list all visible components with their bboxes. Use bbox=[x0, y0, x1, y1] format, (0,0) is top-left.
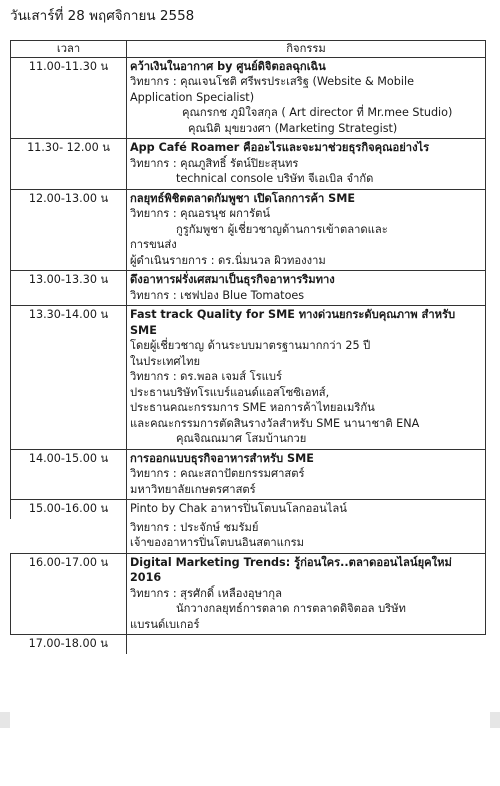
table-row bbox=[11, 500, 486, 519]
speaker-line: แบรนด์เบเกอร์ bbox=[130, 617, 200, 631]
speaker-line: คุณจิณณมาศ โสมบ้านกวย bbox=[176, 432, 307, 445]
schedule-table bbox=[10, 40, 486, 654]
activity-cell bbox=[127, 57, 486, 139]
speaker-line: ประธานบริษัทโรแบร์แอนด์แอสโซซิเอทส์, bbox=[130, 385, 330, 399]
time-column-header: เวลา bbox=[11, 41, 127, 58]
session-title: Digital Marketing Trends: รู้ก่อนใคร..ตลาดออนไลน์ยุคใหม่ bbox=[130, 555, 452, 569]
speaker-line: การขนส่ง bbox=[130, 238, 177, 251]
activity-cell bbox=[127, 449, 486, 500]
time-cell: 12.00-13.00 น bbox=[11, 189, 127, 271]
speaker-line: คุณกรกช ภูมิใจสกุล ( Art director ที่ Mr.mee Studio) bbox=[182, 106, 453, 119]
speaker-line: เจ้าของอาหารปิ่นโตบนอินสตาแกรม bbox=[130, 536, 305, 549]
speaker-line: วิทยากร : คณะสถาปัตยกรรมศาสตร์ bbox=[130, 467, 305, 480]
table-row bbox=[11, 306, 486, 450]
page-title: วันเสาร์ที่ 28 พฤศจิกายน 2558 bbox=[10, 8, 195, 24]
speaker-line: นักวางกลยุทธ์การตลาด การตลาดดิจิตอล บริษัท bbox=[176, 602, 406, 615]
table-row bbox=[11, 519, 486, 554]
moderator-line: ผู้ดำเนินรายการ : ดร.นิ่มนวล ผิวทองงาม bbox=[130, 253, 326, 267]
session-title: กลยุทธ์พิชิตตลาดกัมพูชา เปิดโลกการค้า SME bbox=[130, 191, 355, 205]
right-edge-shade bbox=[490, 712, 500, 728]
speaker-line: Application Specialist) bbox=[130, 90, 255, 104]
time-cell: 13.00-13.30 น bbox=[11, 271, 127, 306]
time-cell: 14.00-15.00 น bbox=[11, 449, 127, 500]
activity-cell bbox=[127, 189, 486, 271]
table-header-row bbox=[11, 41, 486, 58]
speaker-line: วิทยากร : ดร.พอล เจมส์ โรแบร์ bbox=[130, 370, 282, 383]
speaker-line: คุณนิติ มุขยวงศา (Marketing Strategist) bbox=[188, 121, 398, 135]
time-cell: 11.30- 12.00 น bbox=[11, 139, 127, 190]
session-title: การออกแบบธุรกิจอาหารสำหรับ SME bbox=[130, 451, 314, 465]
speaker-line: วิทยากร : คุณอรนุช ผการัตน์ bbox=[130, 207, 271, 220]
table-row bbox=[11, 189, 486, 271]
time-cell-empty bbox=[11, 519, 127, 554]
activity-cell bbox=[127, 553, 486, 635]
time-cell: 16.00-17.00 น bbox=[11, 553, 127, 635]
table-row bbox=[11, 271, 486, 306]
table-row bbox=[11, 553, 486, 635]
activity-column-header: กิจกรรม bbox=[127, 41, 486, 58]
table-row bbox=[11, 635, 486, 654]
speaker-line: technical console บริษัท จีเอเบิล จำกัด bbox=[176, 172, 374, 185]
speaker-line: วิทยากร : เชฟปอง Blue Tomatoes bbox=[130, 288, 305, 302]
description-line: โดยผู้เชี่ยวชาญ ด้านระบบมาตรฐานมากกว่า 25 ปี bbox=[130, 339, 371, 352]
activity-cell bbox=[127, 139, 486, 190]
session-title: คว้าเงินในอากาศ by ศูนย์ดิจิตอลฉุกเฉิน bbox=[130, 59, 326, 73]
time-cell: 11.00-11.30 น bbox=[11, 57, 127, 139]
time-cell: 17.00-18.00 น bbox=[11, 635, 127, 654]
session-title: Pinto by Chak อาหารปิ่นโตบนโลกออนไลน์ bbox=[130, 502, 347, 515]
speaker-line: วิทยากร : ประจักษ์ ชมรัมย์ bbox=[130, 520, 259, 534]
session-title: Fast track Quality for SME ทางด่วนยกระดับคุณภาพ สำหรับ bbox=[130, 308, 456, 321]
activity-cell bbox=[127, 306, 486, 450]
speaker-line: และคณะกรรมการตัดสินรางวัลสำหรับ SME นานาชาติ ENA bbox=[130, 416, 420, 430]
speaker-line: วิทยากร : สุรศักดิ์ เหลืองอุษากุล bbox=[130, 586, 282, 600]
left-edge-shade bbox=[0, 712, 10, 728]
speaker-line: กูรูกัมพูชา ผู้เชี่ยวชาญด้านการเข้าตลาดและ bbox=[176, 222, 388, 236]
table-row bbox=[11, 57, 486, 139]
speaker-line: ประธานคณะกรรมการ SME หอการค้าไทยอเมริกัน bbox=[130, 401, 375, 414]
speaker-line: วิทยากร : คุณเจนโชติ ศรีพรประเสริฐ (Website & Mobile bbox=[130, 75, 414, 88]
session-title: SME bbox=[130, 323, 157, 337]
session-title: 2016 bbox=[130, 571, 162, 584]
speaker-line: วิทยากร : คุณภูสิทธิ์ รัตน์ปิยะสุนทร bbox=[130, 156, 299, 170]
table-row bbox=[11, 449, 486, 500]
session-title: App Café Roamer คืออะไรและจะมาช่วยธุรกิจคุณอย่างไร bbox=[130, 141, 430, 154]
session-title: ดึงอาหารฝรั่งเศสมาเป็นธุรกิจอาหารริมทาง bbox=[130, 273, 335, 286]
time-cell: 13.30-14.00 น bbox=[11, 306, 127, 450]
time-cell: 15.00-16.00 น bbox=[11, 500, 127, 519]
speaker-line: มหาวิทยาลัยเกษตรศาสตร์ bbox=[130, 482, 256, 496]
activity-cell-empty bbox=[127, 635, 486, 654]
table-row bbox=[11, 139, 486, 190]
activity-cell bbox=[127, 500, 486, 519]
activity-cell bbox=[127, 271, 486, 306]
description-line: ในประเทศไทย bbox=[130, 354, 201, 368]
activity-cell bbox=[127, 519, 486, 554]
